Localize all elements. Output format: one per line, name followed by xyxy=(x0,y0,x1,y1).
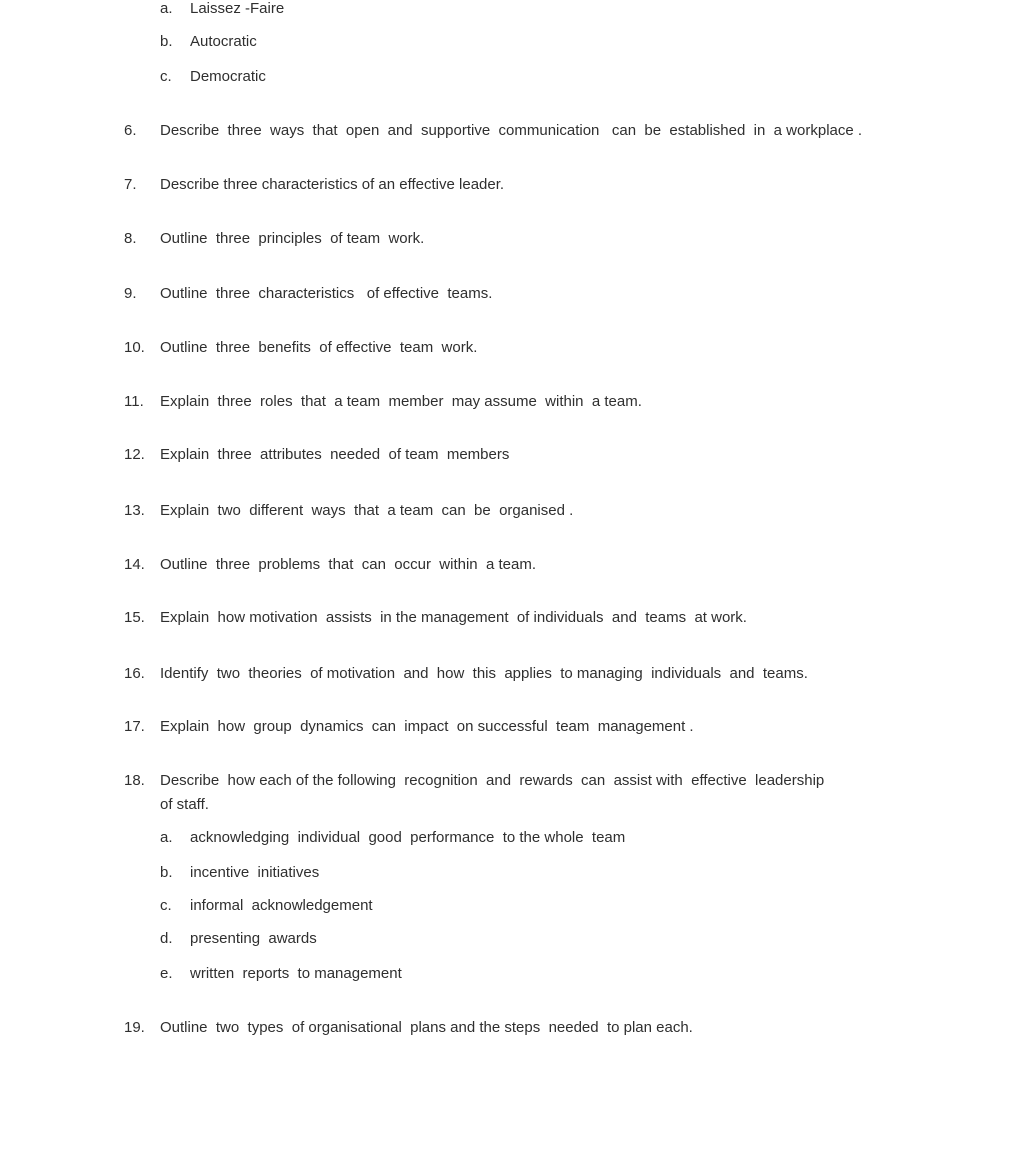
question-text: Explain how group dynamics can impact on successful team management . xyxy=(160,718,694,735)
list-item-text: presenting awards xyxy=(190,930,317,947)
question-number: 6. xyxy=(124,122,137,139)
question-number: 7. xyxy=(124,176,137,193)
list-item-text: Laissez -Faire xyxy=(190,0,285,17)
question-number: 14. xyxy=(124,556,145,573)
question-number: 11. xyxy=(124,393,144,410)
question-text: Explain how motivation assists in the management of individuals and teams at work. xyxy=(160,609,747,626)
list-item-letter: b. xyxy=(160,864,173,881)
list-item-text: acknowledging individual good performance to the whole team xyxy=(190,829,626,846)
question-number: 9. xyxy=(124,285,137,302)
list-item-text: incentive initiatives xyxy=(190,864,320,881)
question-number: 12. xyxy=(124,446,145,463)
question-text: Explain three attributes needed of team members xyxy=(160,446,510,463)
question-number: 16. xyxy=(124,665,145,682)
list-item-letter: a. xyxy=(160,829,173,846)
question-text: Identify two theories of motivation and how this applies to managing individuals and teams. xyxy=(160,665,808,682)
question-number: 18. xyxy=(124,772,145,789)
question-text: Explain three roles that a team member may assume within a team. xyxy=(160,393,642,410)
list-item-letter: c. xyxy=(160,68,172,85)
question-text: Outline three principles of team work. xyxy=(160,230,425,247)
question-text: Outline three characteristics of effective teams. xyxy=(160,285,493,302)
question-number: 17. xyxy=(124,718,145,735)
question-number: 13. xyxy=(124,502,145,519)
list-item-letter: a. xyxy=(160,0,173,17)
question-text: Outline three benefits of effective team work. xyxy=(160,339,478,356)
list-item-text: Autocratic xyxy=(190,33,257,50)
question-number: 10. xyxy=(124,339,145,356)
question-number: 8. xyxy=(124,230,137,247)
list-item-letter: b. xyxy=(160,33,173,50)
list-item-text: written reports to management xyxy=(190,965,402,982)
question-number: 15. xyxy=(124,609,145,626)
question-number: 19. xyxy=(124,1019,145,1036)
question-text-continued: of staff. xyxy=(160,796,209,813)
question-text: Explain two different ways that a team can be organised . xyxy=(160,502,574,519)
question-text: Describe how each of the following recognition and rewards can assist with effective leadership xyxy=(160,772,825,789)
question-text: Describe three ways that open and supportive communication can be established in a workplace . xyxy=(160,122,863,139)
list-item-letter: e. xyxy=(160,965,173,982)
list-item-letter: d. xyxy=(160,930,173,947)
list-item-text: Democratic xyxy=(190,68,266,85)
list-item-letter: c. xyxy=(160,897,172,914)
list-item-text: informal acknowledgement xyxy=(190,897,373,914)
question-text: Outline three problems that can occur within a team. xyxy=(160,556,537,573)
question-text: Outline two types of organisational plans and the steps needed to plan each. xyxy=(160,1019,693,1036)
question-text: Describe three characteristics of an effective leader. xyxy=(160,176,505,193)
